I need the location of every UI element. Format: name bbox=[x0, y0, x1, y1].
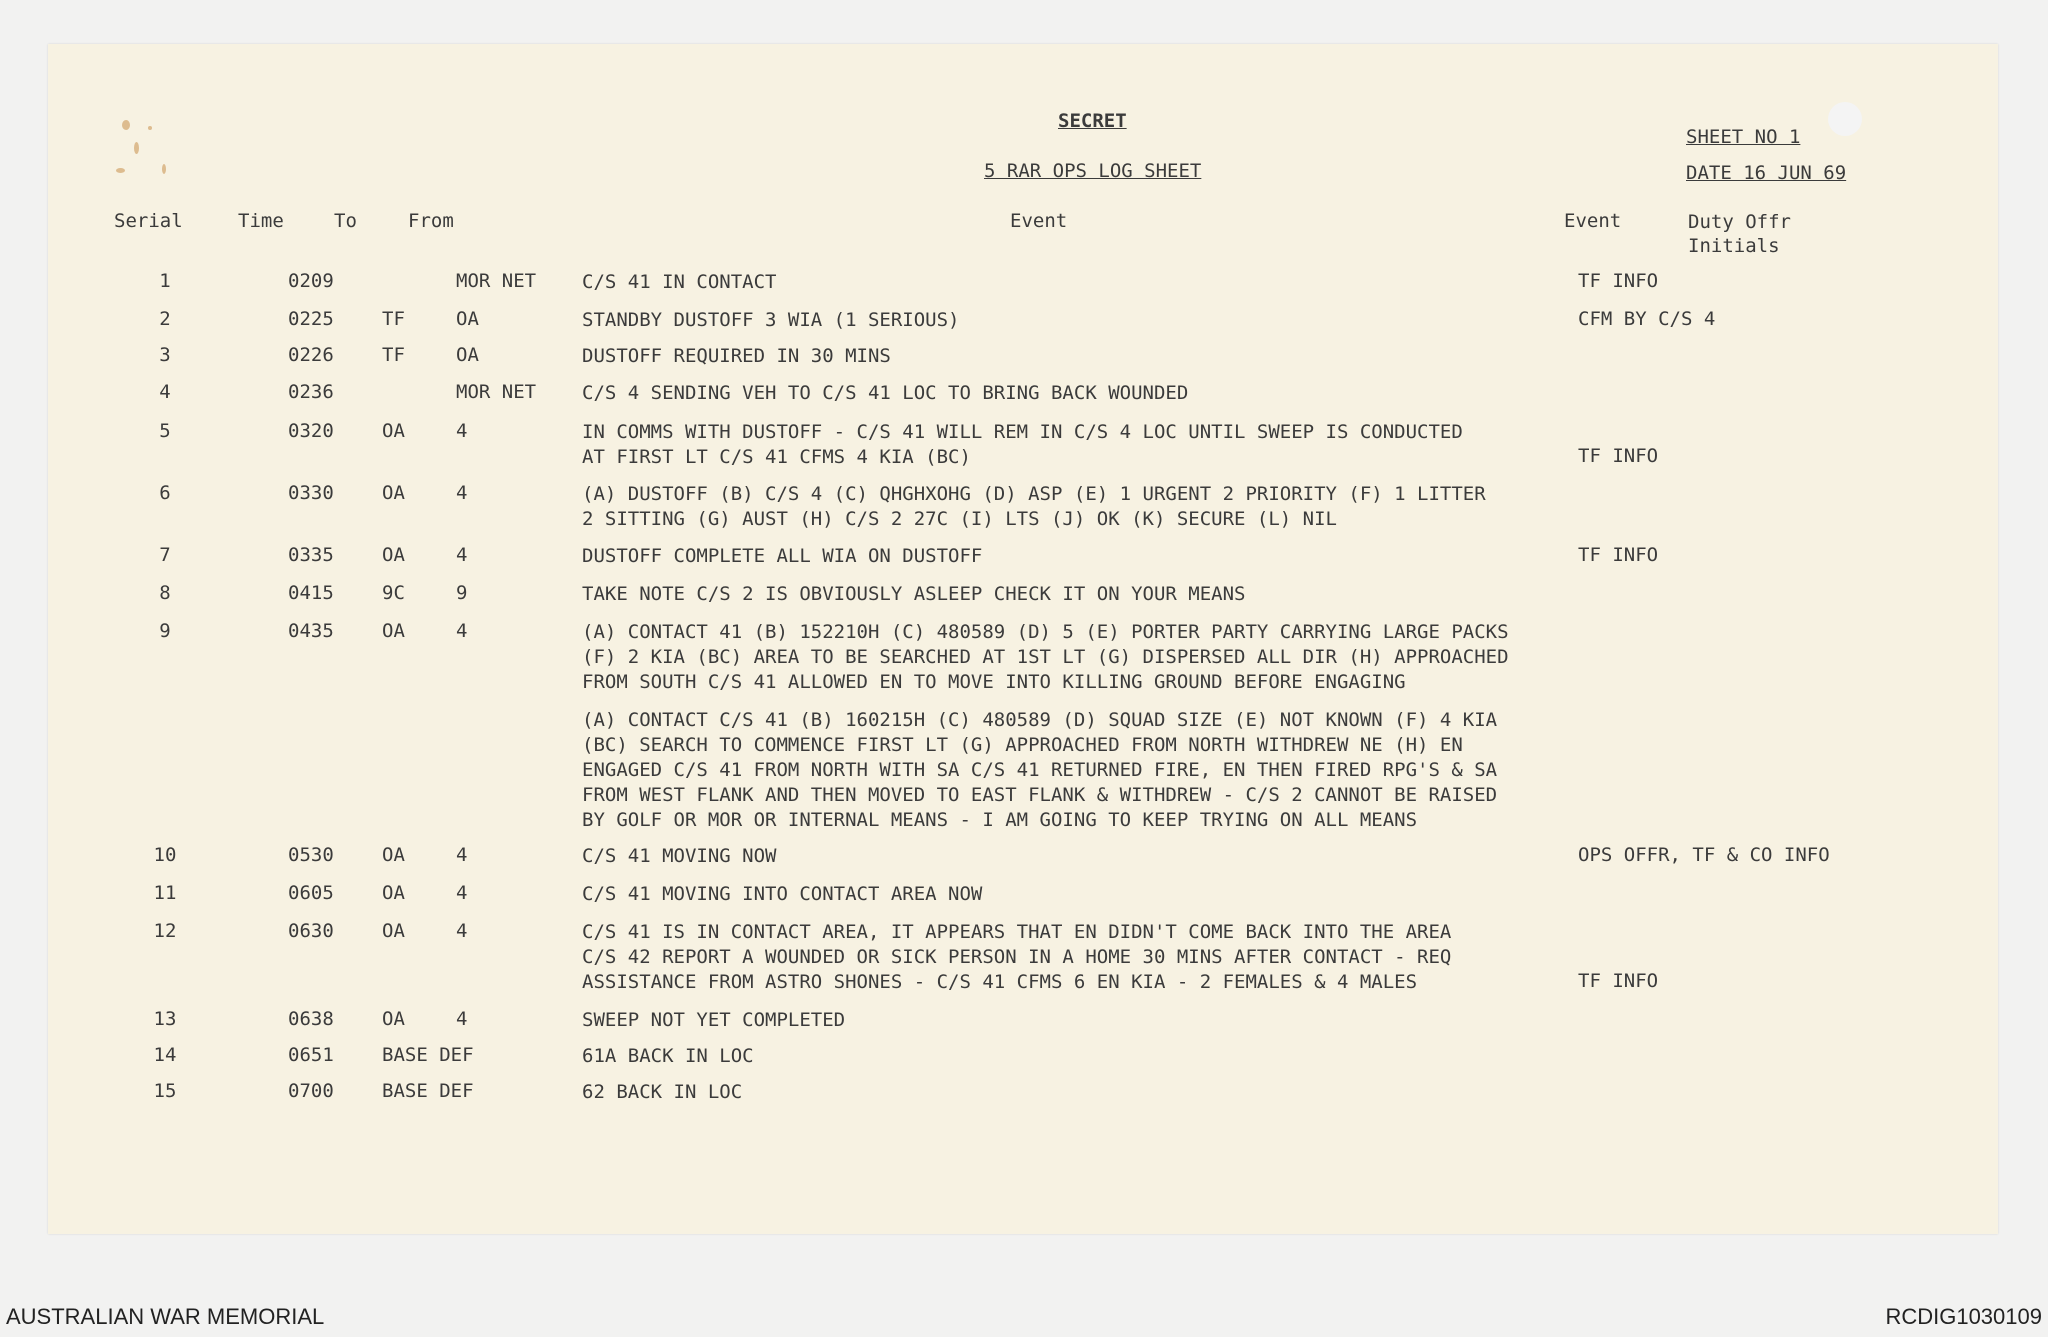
row-serial: 7 bbox=[159, 544, 171, 566]
row-serial: 9 bbox=[159, 620, 171, 642]
row-time: 0320 bbox=[288, 420, 334, 442]
row-event-line: C/S 41 IS IN CONTACT AREA, IT APPEARS THAT EN DIDN'T COME BACK INTO THE AREA bbox=[582, 921, 1452, 943]
row-event bbox=[582, 920, 1451, 995]
sheet-date: DATE 16 JUN 69 bbox=[1686, 162, 1847, 184]
row-from: 9 bbox=[456, 582, 468, 604]
row-event-line: 2 SITTING (G) AUST (H) C/S 2 27C (I) LTS (J) OK (K) SECURE (L) NIL bbox=[582, 508, 1337, 530]
stain-mark bbox=[122, 120, 130, 130]
row-time: 0209 bbox=[288, 270, 334, 292]
row-event bbox=[582, 270, 776, 295]
row-event-line: TAKE NOTE C/S 2 IS OBVIOUSLY ASLEEP CHECK IT ON YOUR MEANS bbox=[582, 583, 1246, 605]
row-time: 0330 bbox=[288, 482, 334, 504]
row-to: 9C bbox=[382, 582, 405, 604]
column-header-event-2: Event bbox=[1564, 210, 1622, 232]
row-to: OA bbox=[382, 844, 405, 866]
row-serial: 5 bbox=[159, 420, 171, 442]
row-time: 0605 bbox=[288, 882, 334, 904]
row-serial: 2 bbox=[159, 308, 171, 330]
row-event bbox=[582, 708, 1497, 833]
row-event-line: FROM SOUTH C/S 41 ALLOWED EN TO MOVE INTO KILLING GROUND BEFORE ENGAGING bbox=[582, 671, 1406, 693]
row-event-line: BY GOLF OR MOR OR INTERNAL MEANS - I AM GOING TO KEEP TRYING ON ALL MEANS bbox=[582, 809, 1418, 831]
row-serial: 11 bbox=[153, 882, 177, 904]
row-event-line: (A) DUSTOFF (B) C/S 4 (C) QHGHXOHG (D) ASP (E) 1 URGENT 2 PRIORITY (F) 1 LITTER bbox=[582, 483, 1486, 505]
row-from: MOR NET bbox=[456, 381, 537, 403]
row-event bbox=[582, 482, 1486, 532]
row-to: TF bbox=[382, 344, 405, 366]
row-event-line: IN COMMS WITH DUSTOFF - C/S 41 WILL REM IN C/S 4 LOC UNTIL SWEEP IS CONDUCTED bbox=[582, 421, 1463, 443]
stain-mark bbox=[148, 126, 152, 130]
row-event-line: DUSTOFF REQUIRED IN 30 MINS bbox=[582, 345, 891, 367]
row-time: 0651 bbox=[288, 1044, 334, 1066]
row-event bbox=[582, 882, 982, 907]
row-time: 0335 bbox=[288, 544, 334, 566]
row-event-line: STANDBY DUSTOFF 3 WIA (1 SERIOUS) bbox=[582, 309, 960, 331]
row-to: OA bbox=[382, 620, 405, 642]
row-serial: 15 bbox=[153, 1080, 177, 1102]
row-event-line: ASSISTANCE FROM ASTRO SHONES - C/S 41 CFMS 6 EN KIA - 2 FEMALES & 4 MALES bbox=[582, 971, 1418, 993]
row-from: MOR NET bbox=[456, 270, 537, 292]
row-event-line: (BC) SEARCH TO COMMENCE FIRST LT (G) APPROACHED FROM NORTH WITHDREW NE (H) EN bbox=[582, 734, 1463, 756]
row-event-outcome: TF INFO bbox=[1578, 544, 1659, 566]
row-event bbox=[582, 344, 891, 369]
row-event-outcome: OPS OFFR, TF & CO INFO bbox=[1578, 844, 1830, 866]
row-serial: 12 bbox=[153, 920, 177, 942]
duty-header-line-2: Initials bbox=[1688, 235, 1780, 257]
row-event-outcome: TF INFO bbox=[1578, 445, 1659, 467]
row-from: 4 bbox=[456, 482, 468, 504]
row-event-line: (A) CONTACT 41 (B) 152210H (C) 480589 (D) 5 (E) PORTER PARTY CARRYING LARGE PACKS bbox=[582, 621, 1509, 643]
duty-header-line-1: Duty Offr bbox=[1688, 211, 1791, 233]
row-event-line: ENGAGED C/S 41 FROM NORTH WITH SA C/S 41 RETURNED FIRE, EN THEN FIRED RPG'S & SA bbox=[582, 759, 1498, 781]
footer-source: AUSTRALIAN WAR MEMORIAL bbox=[6, 1304, 325, 1329]
column-header-duty-offr bbox=[1688, 210, 1791, 258]
row-event-line: C/S 42 REPORT A WOUNDED OR SICK PERSON IN A HOME 30 MINS AFTER CONTACT - REQ bbox=[582, 946, 1452, 968]
row-event-line: C/S 41 MOVING INTO CONTACT AREA NOW bbox=[582, 883, 983, 905]
row-event-line: C/S 41 MOVING NOW bbox=[582, 845, 777, 867]
row-serial: 6 bbox=[159, 482, 171, 504]
column-header-serial: Serial bbox=[114, 210, 183, 232]
classification-label: SECRET bbox=[1058, 110, 1127, 132]
row-serial: 4 bbox=[159, 381, 171, 403]
row-event-line: 61A BACK IN LOC bbox=[582, 1045, 754, 1067]
row-to: OA bbox=[382, 920, 405, 942]
row-to: OA bbox=[382, 882, 405, 904]
row-event-line: SWEEP NOT YET COMPLETED bbox=[582, 1009, 846, 1031]
row-time: 0225 bbox=[288, 308, 334, 330]
row-time: 0236 bbox=[288, 381, 334, 403]
row-time: 0226 bbox=[288, 344, 334, 366]
row-from: OA bbox=[456, 308, 479, 330]
row-from: 4 bbox=[456, 1008, 468, 1030]
column-header-to: To bbox=[334, 210, 357, 232]
row-time: 0415 bbox=[288, 582, 334, 604]
row-from: 4 bbox=[456, 882, 468, 904]
row-time: 0530 bbox=[288, 844, 334, 866]
row-to: OA bbox=[382, 420, 405, 442]
row-to: OA bbox=[382, 482, 405, 504]
row-from: 4 bbox=[456, 920, 468, 942]
row-serial: 13 bbox=[153, 1008, 177, 1030]
stain-mark bbox=[116, 168, 125, 173]
row-event bbox=[582, 844, 776, 869]
row-from: OA bbox=[456, 344, 479, 366]
row-serial: 1 bbox=[159, 270, 171, 292]
row-event bbox=[582, 544, 982, 569]
row-event bbox=[582, 620, 1509, 695]
row-event-line: C/S 41 IN CONTACT bbox=[582, 271, 777, 293]
stain-mark bbox=[162, 164, 166, 174]
row-serial: 8 bbox=[159, 582, 171, 604]
row-to: BASE DEF bbox=[382, 1080, 474, 1102]
row-event bbox=[582, 420, 1463, 470]
row-event-line: DUSTOFF COMPLETE ALL WIA ON DUSTOFF bbox=[582, 545, 983, 567]
row-event bbox=[582, 1008, 845, 1033]
row-time: 0630 bbox=[288, 920, 334, 942]
log-sheet bbox=[48, 44, 1998, 1234]
stain-mark bbox=[134, 142, 139, 154]
row-event-outcome: TF INFO bbox=[1578, 270, 1659, 292]
row-to: BASE DEF bbox=[382, 1044, 474, 1066]
footer-id: RCDIG1030109 bbox=[1885, 1304, 2042, 1329]
row-to: OA bbox=[382, 1008, 405, 1030]
row-event bbox=[582, 582, 1245, 607]
row-from: 4 bbox=[456, 844, 468, 866]
row-event-line: AT FIRST LT C/S 41 CFMS 4 KIA (BC) bbox=[582, 446, 971, 468]
row-from: 4 bbox=[456, 620, 468, 642]
row-event-outcome: CFM BY C/S 4 bbox=[1578, 308, 1716, 330]
page-title: 5 RAR OPS LOG SHEET bbox=[984, 160, 1202, 182]
row-serial: 3 bbox=[159, 344, 171, 366]
row-serial: 10 bbox=[153, 844, 177, 866]
row-event-line: (F) 2 KIA (BC) AREA TO BE SEARCHED AT 1ST LT (G) DISPERSED ALL DIR (H) APPROACHED bbox=[582, 646, 1509, 668]
row-event-line: 62 BACK IN LOC bbox=[582, 1081, 743, 1103]
row-event-line: (A) CONTACT C/S 41 (B) 160215H (C) 480589 (D) SQUAD SIZE (E) NOT KNOWN (F) 4 KIA bbox=[582, 709, 1498, 731]
row-event bbox=[582, 308, 960, 333]
row-time: 0435 bbox=[288, 620, 334, 642]
row-event-outcome: TF INFO bbox=[1578, 970, 1659, 992]
punch-hole bbox=[1828, 102, 1862, 136]
row-to: OA bbox=[382, 544, 405, 566]
column-header-time: Time bbox=[238, 210, 284, 232]
row-time: 0700 bbox=[288, 1080, 334, 1102]
row-event-line: C/S 4 SENDING VEH TO C/S 41 LOC TO BRING BACK WOUNDED bbox=[582, 382, 1189, 404]
row-serial: 14 bbox=[153, 1044, 177, 1066]
row-from: 4 bbox=[456, 420, 468, 442]
row-event-line: FROM WEST FLANK AND THEN MOVED TO EAST FLANK & WITHDREW - C/S 2 CANNOT BE RAISED bbox=[582, 784, 1498, 806]
sheet-number: SHEET NO 1 bbox=[1686, 126, 1801, 148]
row-time: 0638 bbox=[288, 1008, 334, 1030]
row-event bbox=[582, 1044, 754, 1069]
row-event bbox=[582, 1080, 742, 1105]
column-header-event: Event bbox=[1010, 210, 1068, 232]
column-header-from: From bbox=[408, 210, 454, 232]
row-to: TF bbox=[382, 308, 405, 330]
row-event bbox=[582, 381, 1188, 406]
row-from: 4 bbox=[456, 544, 468, 566]
